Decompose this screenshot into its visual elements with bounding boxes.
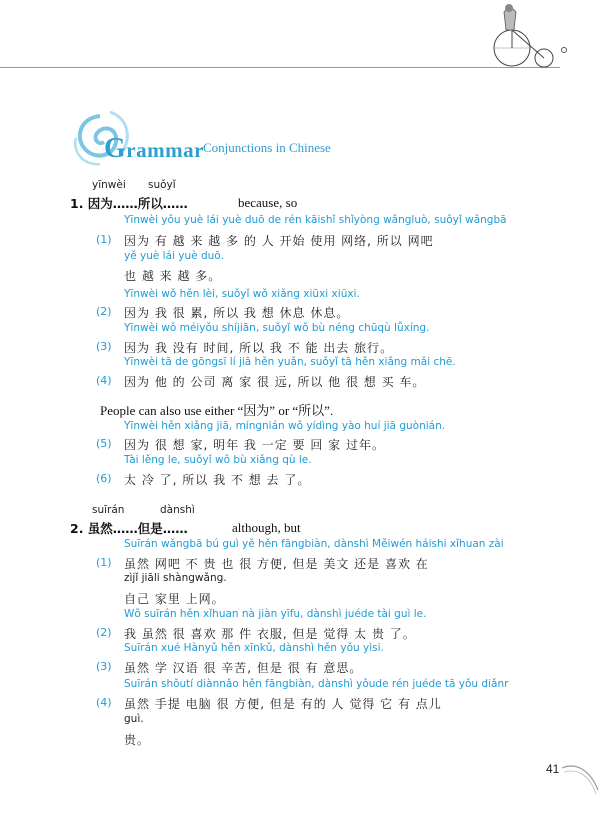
s2-ex4b-chinese: 贵。 <box>124 733 151 747</box>
s2-ex3-number: (3) <box>96 660 112 673</box>
s1-ex5-number: (5) <box>96 437 112 450</box>
s1-ex5-chinese: 因为 很 想 家, 明年 我 一定 要 回 家 过年。 <box>124 438 385 452</box>
s1-ex4-number: (4) <box>96 374 112 387</box>
s1-ex6-number: (6) <box>96 472 112 485</box>
s1-ex6-pinyin: Tài lěng le, suǒyǐ wǒ bù xiǎng qù le. <box>124 454 312 466</box>
s1-ex3-number: (3) <box>96 340 112 353</box>
s1-ex1b-chinese: 也 越 来 越 多。 <box>124 269 222 283</box>
section2-pinyin-suiran: suīrán <box>92 504 125 516</box>
s1-ex2-pinyin: Yīnwèi wǒ hěn lèi, suǒyǐ wǒ xiǎng xiūxi xiūxi. <box>124 288 360 300</box>
section1-heading: 1. 因为……所以…… <box>70 196 188 211</box>
s1-ex1-pinyin: Yīnwèi yǒu yuè lái yuè duō de rén kāishǐ shǐyòng wǎngluò, suǒyǐ wǎngbā <box>124 214 507 226</box>
page-subtitle: Conjunctions in Chinese <box>203 140 331 155</box>
s2-ex1b-pinyin: zìjǐ jiāli shàngwǎng. <box>124 572 227 584</box>
s1-ex3-pinyin: Yīnwèi wǒ méiyǒu shíjiān, suǒyǐ wǒ bù néng chūqù lǚxíng. <box>124 322 430 334</box>
s1-ex3-chinese: 因为 我 没有 时间, 所以 我 不 能 出去 旅行。 <box>124 341 394 355</box>
title-rest: rammar <box>126 138 204 162</box>
s2-ex4b-pinyin: guì. <box>124 713 144 725</box>
s1-ex5-pinyin: Yīnwèi hěn xiǎng jiā, míngnián wǒ yídìng yào huí jiā guònián. <box>124 420 446 432</box>
page-number: 41 <box>546 762 560 776</box>
section2-pinyin-danshi: dànshì <box>160 504 195 516</box>
s2-ex1b-chinese: 自己 家里 上网。 <box>124 592 225 606</box>
s1-ex1b-pinyin: yě yuè lái yuè duō. <box>124 250 225 262</box>
section2-english: although, but <box>232 520 301 535</box>
s1-ex2-number: (2) <box>96 305 112 318</box>
section2-heading: 2. 虽然……但是…… <box>70 521 188 536</box>
s1-ex4-pinyin: Yīnwèi tā de gōngsī lí jiā hěn yuǎn, suǒyǐ tā hěn xiǎng mǎi chē. <box>124 356 456 368</box>
page-corner-swoosh-icon <box>560 760 600 800</box>
s1-ex1-number: (1) <box>96 233 112 246</box>
s1-ex6-chinese: 太 冷 了, 所以 我 不 想 去 了。 <box>124 473 311 487</box>
s2-ex3-pinyin: Suīrán xué Hànyǔ hěn xīnkǔ, dànshì hěn yǒu yìsi. <box>124 642 384 654</box>
section1-english: because, so <box>238 195 298 210</box>
s2-ex1-chinese: 虽然 网吧 不 贵 也 很 方便, 但是 美文 还是 喜欢 在 <box>124 557 429 571</box>
s2-ex1-pinyin: Suīrán wǎngbā bú guì yě hěn fāngbiàn, dànshì Měiwén háishi xǐhuan zài <box>124 538 504 550</box>
s2-ex4-pinyin: Suīrán shǒutí diànnǎo hěn fāngbiàn, dànshì yǒude rén juéde tā yǒu diǎnr <box>124 678 509 690</box>
s2-ex1-number: (1) <box>96 556 112 569</box>
section1-note: People can also use either “因为” or “所以”. <box>100 403 334 418</box>
s2-ex3-chinese: 虽然 学 汉语 很 辛苦, 但是 很 有 意思。 <box>124 661 363 675</box>
s1-ex4-chinese: 因为 他 的 公司 离 家 很 远, 所以 他 很 想 买 车。 <box>124 375 426 389</box>
s1-ex2-chinese: 因为 我 很 累, 所以 我 想 休息 休息。 <box>124 306 350 320</box>
s2-ex2-pinyin: Wǒ suīrán hěn xǐhuan nà jiàn yīfu, dànshì juéde tài guì le. <box>124 608 427 620</box>
s1-ex1-chinese: 因为 有 越 来 越 多 的 人 开始 使用 网络, 所以 网吧 <box>124 234 434 248</box>
header-rule <box>0 67 560 68</box>
penny-farthing-bicycle-icon <box>484 0 574 72</box>
s2-ex2-number: (2) <box>96 626 112 639</box>
section1-pinyin-suoyi: suǒyǐ <box>148 179 176 191</box>
s2-ex2-chinese: 我 虽然 很 喜欢 那 件 衣服, 但是 觉得 太 贵 了。 <box>124 627 416 641</box>
page-title <box>104 133 204 165</box>
title-initial: G <box>104 133 127 164</box>
s2-ex4-chinese: 虽然 手提 电脑 很 方便, 但是 有的 人 觉得 它 有 点儿 <box>124 697 442 711</box>
s2-ex4-number: (4) <box>96 696 112 709</box>
section1-pinyin-yinwei: yīnwèi <box>92 179 126 191</box>
